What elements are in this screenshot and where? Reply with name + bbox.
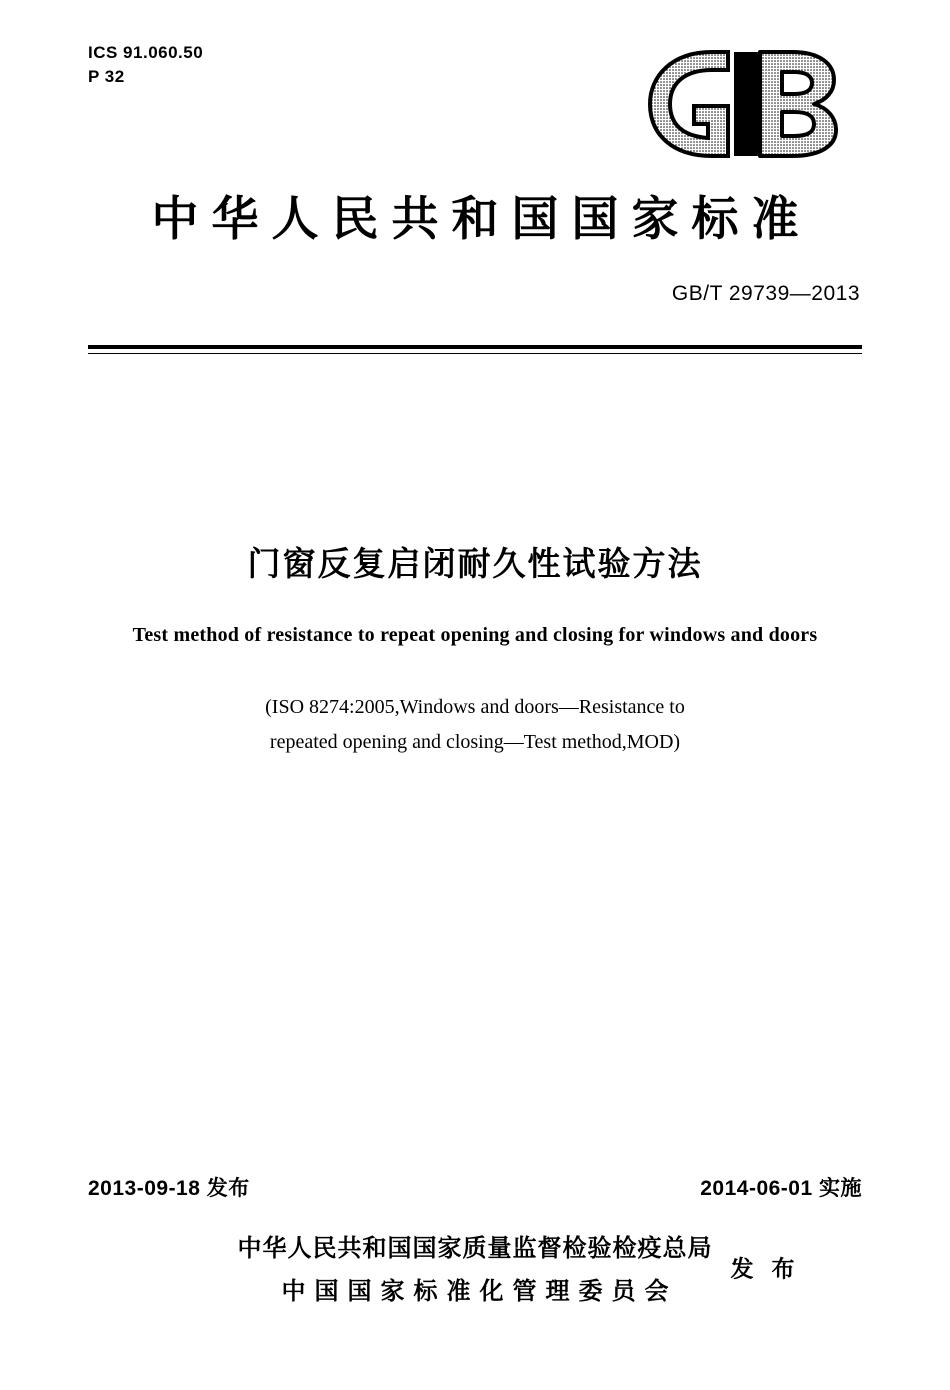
document-title-english: Test method of resistance to repeat opening and closing for windows and doors — [132, 624, 818, 646]
gb-emblem-icon — [642, 48, 842, 160]
iso-note-line-2: repeated opening and closing—Test method,MOD) — [269, 731, 681, 753]
iso-equivalence-note — [0, 690, 950, 760]
issue-date: 2013-09-18 发布 — [88, 1177, 250, 1200]
ics-block — [88, 42, 203, 88]
publisher-line-2: 中国国家标准化管理委员会 — [281, 1276, 678, 1305]
national-standard-title: 中华人民共和国国家标准 — [151, 192, 812, 247]
divider-thick — [88, 345, 862, 349]
iso-note-line-1: (ISO 8274:2005,Windows and doors—Resistance to — [265, 696, 685, 718]
publisher-names — [237, 1228, 800, 1306]
publish-label: 发 布 — [730, 1255, 800, 1283]
publisher-block — [0, 1228, 950, 1306]
publisher-line-1: 中华人民共和国国家质量监督检验检疫总局 — [237, 1233, 713, 1262]
effective-date: 2014-06-01 实施 — [700, 1177, 862, 1200]
divider-thin — [88, 353, 862, 354]
ics-code: ICS 91.060.50 — [88, 43, 204, 62]
classification-code: P 32 — [88, 67, 125, 87]
document-title-chinese: 门窗反复启闭耐久性试验方法 — [247, 544, 703, 583]
standard-number: GB/T 29739—2013 — [671, 282, 860, 305]
